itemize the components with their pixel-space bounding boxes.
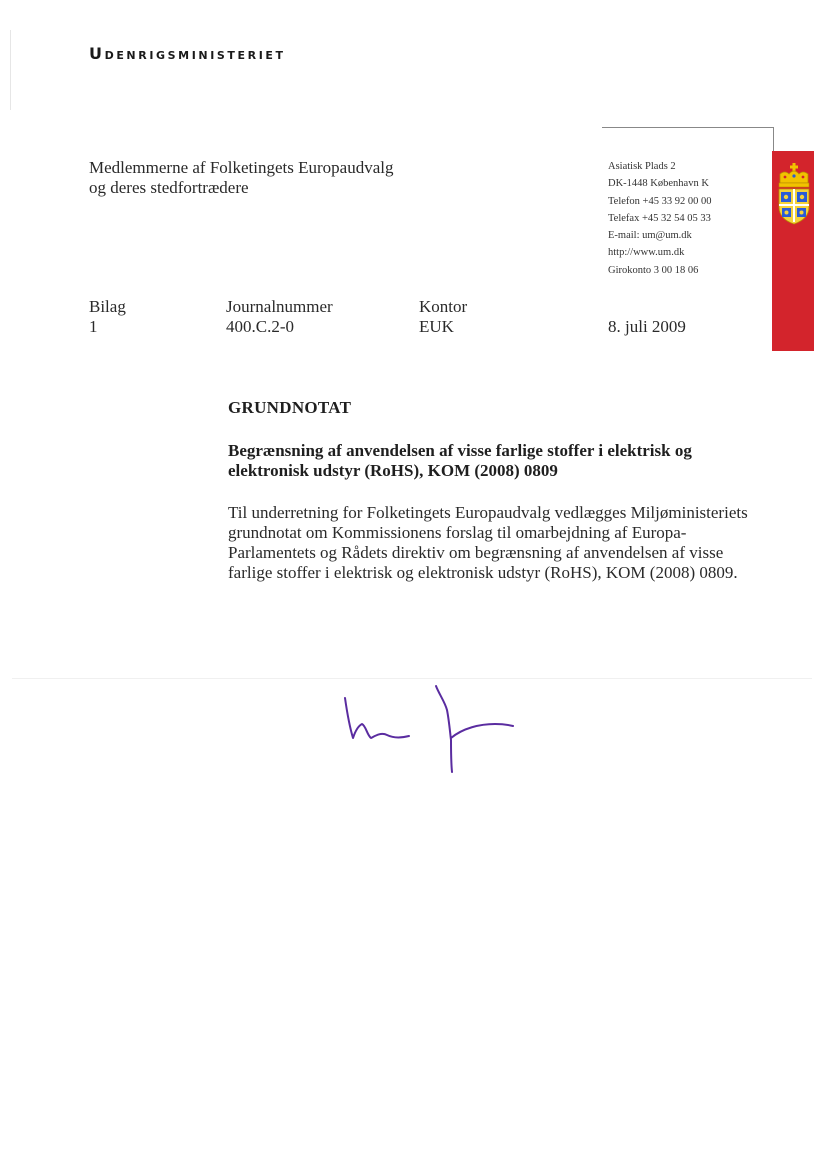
document-subject: Begrænsning af anvendelsen af visse farlige stoffer i elektrisk og elektronisk udstyr (RoHS), KOM (2008) 0809	[228, 441, 692, 480]
address-street: Asiatisk Plads 2	[608, 161, 676, 172]
journal-label: Journalnummer	[226, 297, 333, 316]
bilag-label: Bilag	[89, 297, 126, 316]
address-fax: Telefax +45 32 54 05 33	[608, 212, 711, 224]
recipient-line-2: og deres stedfortrædere	[89, 178, 249, 197]
address-email: E-mail: um@um.dk	[608, 230, 692, 242]
kontor-value: EUK	[419, 317, 454, 336]
document-body: Til underretning for Folketingets Europaudvalg vedlægges Miljøministeriets grundnotat om Kommissionens forslag til omarbejdning af Europa-Parlamentets og Rådets direktiv om begrænsning af anvendelsen af visse farlige stoffer i elektrisk og elektronisk udstyr (RoHS), KOM (2008) 0809.	[228, 503, 748, 582]
address-rule-side	[773, 127, 774, 151]
recipient-line-1: Medlemmerne af Folketingets Europaudvalg	[89, 158, 394, 177]
bilag-field	[89, 297, 126, 337]
bilag-value: 1	[89, 317, 98, 336]
address-giro: Girokonto 3 00 18 06	[608, 264, 699, 276]
journal-value: 400.C.2-0	[226, 317, 294, 336]
document-date: 8. juli 2009	[608, 317, 686, 336]
crest-band	[772, 151, 814, 351]
address-website: http://www.um.dk	[608, 247, 685, 259]
scan-line	[12, 678, 812, 679]
royal-coat-of-arms-icon	[776, 163, 812, 225]
kontor-label: Kontor	[419, 297, 468, 316]
document-title: GRUNDNOTAT	[228, 398, 352, 417]
scan-edge-line	[10, 30, 11, 110]
address-block	[608, 158, 711, 279]
journal-field	[226, 297, 333, 337]
kontor-field	[419, 297, 467, 337]
address-rule-top	[602, 127, 774, 128]
address-city: DK-1448 København K	[608, 178, 709, 190]
ministry-name: Udenrigsministeriet	[89, 44, 286, 63]
recipient-block	[89, 158, 394, 198]
signature-image	[335, 680, 525, 780]
address-phone: Telefon +45 33 92 00 00	[608, 195, 712, 207]
